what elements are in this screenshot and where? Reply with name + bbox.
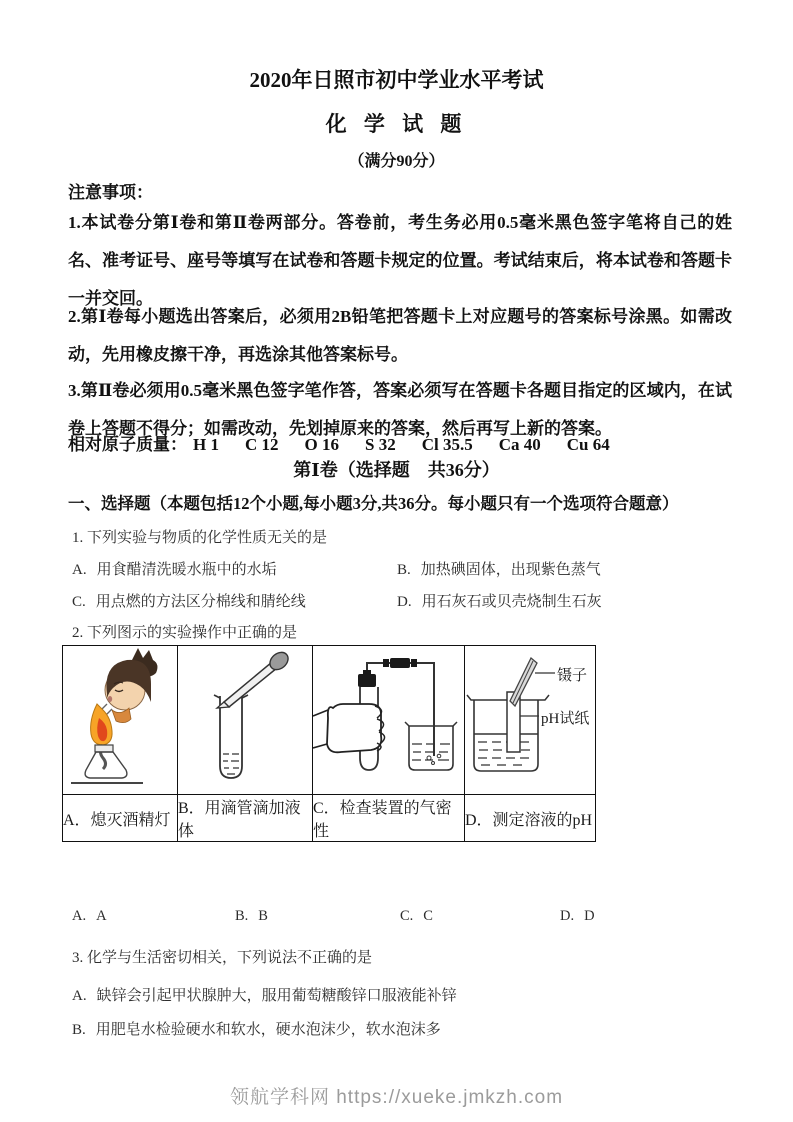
atomic-mass-item: H 1 <box>193 435 219 454</box>
option-text: 用石灰石或贝壳烧制生石灰 <box>421 594 602 610</box>
beaker-shape <box>405 722 457 770</box>
option-text: A <box>96 908 107 924</box>
notice-heading: 注意事项： <box>68 183 153 202</box>
tube-connector-shape <box>390 658 410 668</box>
figure-cell-dropper <box>178 646 313 795</box>
atomic-mass-item: Cu 64 <box>566 435 610 454</box>
ph-paper-label: pH试纸 <box>541 711 590 727</box>
question-1-option-b <box>397 558 601 579</box>
option-text: 用食醋清洗暖水瓶中的水垢 <box>96 562 277 578</box>
extinguish-alcohol-lamp-figure <box>63 646 175 794</box>
dropper-shape <box>217 649 291 708</box>
atomic-mass-label: 相对原子质量： <box>68 435 187 454</box>
question-3-stem: 3. 化学与生活密切相关，下列说法不正确的是 <box>72 950 373 966</box>
atomic-mass-item: O 16 <box>304 435 339 454</box>
exam-subject-title: 化 学 试 题 <box>325 112 468 136</box>
option-label: C. <box>400 908 414 924</box>
question-2-answer-c <box>400 908 433 925</box>
question-2-answer-a <box>72 908 107 925</box>
watermark: 领航学科网 https://xueke.jmkzh.com <box>229 1087 564 1108</box>
option-text: B <box>258 908 268 924</box>
option-label: D. <box>397 594 412 610</box>
tweezers-shape <box>510 658 537 706</box>
alcohol-lamp-shape <box>71 704 143 783</box>
section-1-heading: 第Ⅰ卷（选择题 共36分） <box>293 460 500 480</box>
question-1-option-d <box>397 590 602 611</box>
figure-caption-a: A．熄灭酒精灯 <box>63 795 178 842</box>
part-1-heading: 一、选择题（本题包括12个小题,每小题3分,共36分。每小题只有一个选项符合题意） <box>68 494 679 513</box>
atomic-mass-item: S 32 <box>365 435 396 454</box>
figure-cell-extinguish-lamp <box>63 646 178 795</box>
figure-cell-gas-tightness <box>313 646 465 795</box>
gas-tightness-figure <box>313 646 462 794</box>
atomic-mass-line <box>68 430 636 455</box>
question-1-option-c <box>72 590 306 611</box>
option-label: A. <box>72 562 87 578</box>
notice-item-2: 2.第Ⅰ卷每小题选出答案后，必须用2B铅笔把答题卡上对应题号的答案标号涂黑。如需改动，先用橡皮擦干净，再选涂其他答案标号。 <box>68 307 732 364</box>
option-label: A. <box>72 908 87 924</box>
question-3-option-b <box>72 1018 441 1039</box>
option-label: B. <box>72 1022 86 1038</box>
atomic-mass-item: Ca 40 <box>498 435 541 454</box>
question-2-answer-b <box>235 908 268 925</box>
notice-item-3: 3.第Ⅱ卷必须用0.5毫米黑色签字笔作答，答案必须写在答题卡各题目指定的区域内，在试卷上答题不得分；如需改动，先划掉原来的答案，然后再写上新的答案。 <box>68 381 732 438</box>
stopper-shape <box>358 674 376 687</box>
question-2-figure-table <box>62 645 596 842</box>
question-1-option-a <box>72 558 277 579</box>
option-label: B. <box>397 562 411 578</box>
dropper-test-tube-figure <box>178 646 310 794</box>
option-text: 用点燃的方法区分棉线和腈纶线 <box>95 594 306 610</box>
option-text: D <box>584 908 595 924</box>
atomic-mass-item: Cl 35.5 <box>421 435 473 454</box>
notice-item-1: 1.本试卷分第Ⅰ卷和第Ⅱ卷两部分。答卷前，考生务必用0.5毫米黑色签字笔将自己的姓名、准考证号、座号等填写在试卷和答题卡规定的位置。考试结束后，将本试卷和答题卡一并交回。 <box>68 213 732 308</box>
question-2-answer-d <box>560 908 595 925</box>
question-1-stem: 1. 下列实验与物质的化学性质无关的是 <box>72 530 328 546</box>
option-text: 缺锌会引起甲状腺肿大，服用葡萄糖酸锌口服液能补锌 <box>96 988 457 1004</box>
exam-title: 2020年日照市初中学业水平考试 <box>249 68 544 92</box>
option-text: 用肥皂水检验硬水和软水，硬水泡沫少，软水泡沫多 <box>95 1022 441 1038</box>
figure-caption-c: C．检查装置的气密性 <box>313 795 465 842</box>
figure-cell-ph-test <box>465 646 596 795</box>
tweezers-label: 镊子 <box>557 668 588 684</box>
atomic-mass-item: C 12 <box>244 435 279 454</box>
figure-caption-d: D．测定溶液的pH <box>465 795 596 842</box>
hand-shape <box>313 704 385 752</box>
option-text: 加热碘固体，出现紫色蒸气 <box>420 562 601 578</box>
question-2-stem: 2. 下列图示的实验操作中正确的是 <box>72 625 298 641</box>
figure-caption-b: B．用滴管滴加液体 <box>178 795 313 842</box>
question-3-option-a <box>72 984 457 1005</box>
option-label: D. <box>560 908 575 924</box>
score-note: （满分90分） <box>348 153 445 170</box>
option-label: B. <box>235 908 249 924</box>
option-label: A. <box>72 988 87 1004</box>
option-text: C <box>423 908 433 924</box>
option-label: C. <box>72 594 86 610</box>
